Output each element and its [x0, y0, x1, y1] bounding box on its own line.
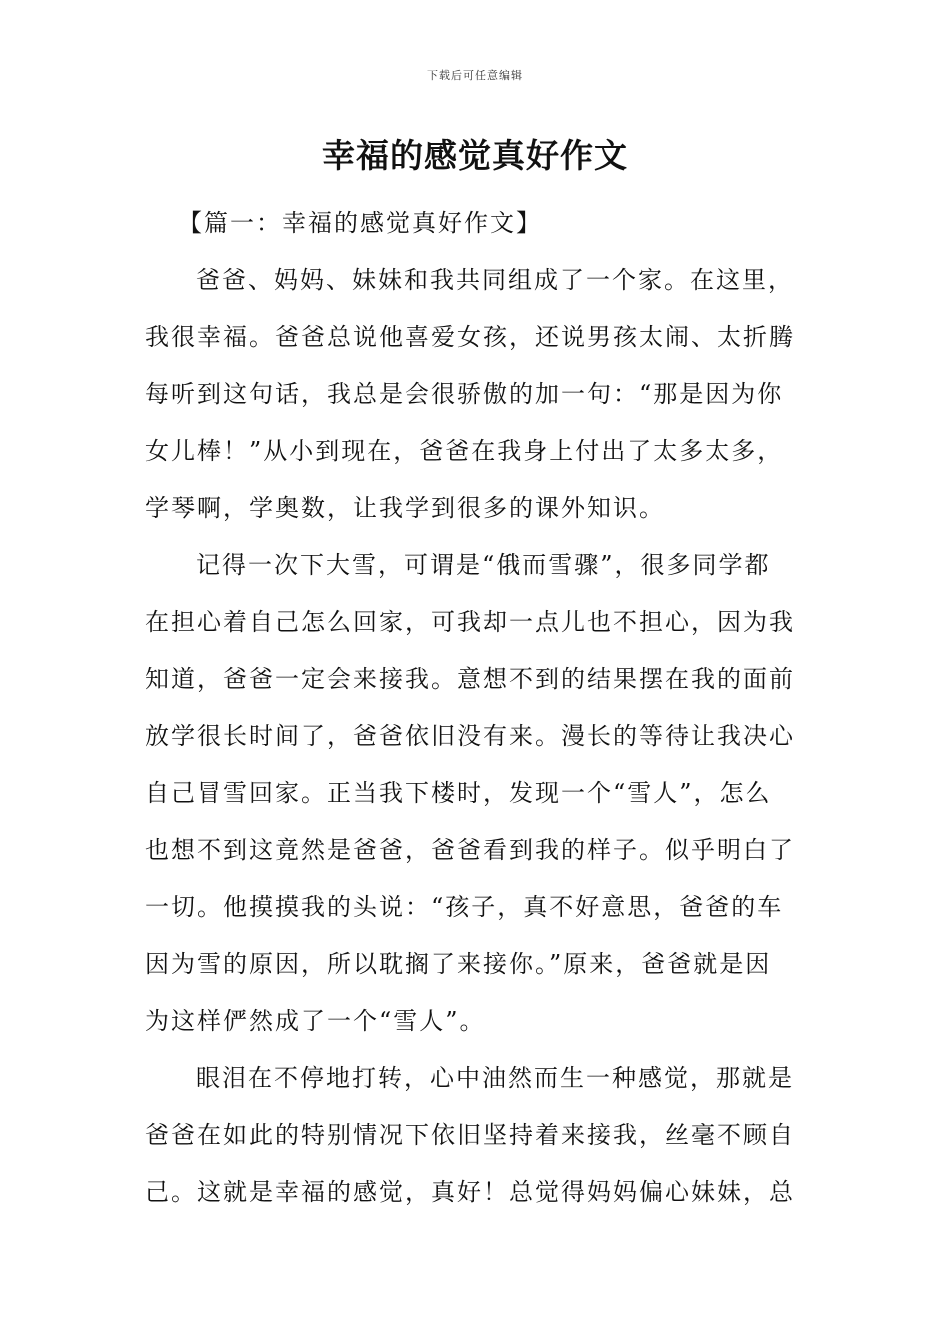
text-line: 因为雪的原因，所以耽搁了来接你。”原来，爸爸就是因	[145, 950, 772, 978]
text-line: 自己冒雪回家。正当我下楼时，发现一个“雪人”，怎么	[145, 779, 772, 807]
text-line: 眼泪在不停地打转，心中油然而生一种感觉，那就是	[196, 1064, 794, 1092]
text-line: 学琴啊，学奥数，让我学到很多的课外知识。	[145, 494, 665, 522]
essay-body	[145, 200, 807, 1226]
text-line: 女儿棒！”从小到现在，爸爸在我身上付出了太多太多，	[145, 437, 784, 465]
text-line: 每听到这句话，我总是会很骄傲的加一句：“那是因为你	[145, 380, 784, 408]
header-note: 下载后可任意编辑	[427, 69, 523, 82]
text-line: 在担心着自己怎么回家，可我却一点儿也不担心，因为我	[145, 608, 795, 636]
section-heading: 【篇一：幸福的感觉真好作文】	[178, 209, 542, 237]
text-line: 爸爸、妈妈、妹妹和我共同组成了一个家。在这里，	[196, 266, 794, 294]
text-line: 己。这就是幸福的感觉，真好！总觉得妈妈偏心妹妹，总	[145, 1178, 795, 1206]
text-line: 我很幸福。爸爸总说他喜爱女孩，还说男孩太闹、太折腾	[145, 323, 795, 351]
text-line: 一切。他摸摸我的头说：“孩子，真不好意思，爸爸的车	[145, 893, 784, 921]
text-line: 知道，爸爸一定会来接我。意想不到的结果摆在我的面前	[145, 665, 795, 693]
text-line: 放学很长时间了，爸爸依旧没有来。漫长的等待让我决心	[145, 722, 795, 750]
document-title: 幸福的感觉真好作文	[322, 136, 628, 175]
text-line: 爸爸在如此的特别情况下依旧坚持着来接我，丝毫不顾自	[145, 1121, 795, 1149]
text-line: 记得一次下大雪，可谓是“俄而雪骤”，很多同学都	[196, 551, 771, 579]
text-line: 也想不到这竟然是爸爸，爸爸看到我的样子。似乎明白了	[145, 836, 795, 864]
text-line: 为这样俨然成了一个“雪人”。	[145, 1007, 486, 1035]
